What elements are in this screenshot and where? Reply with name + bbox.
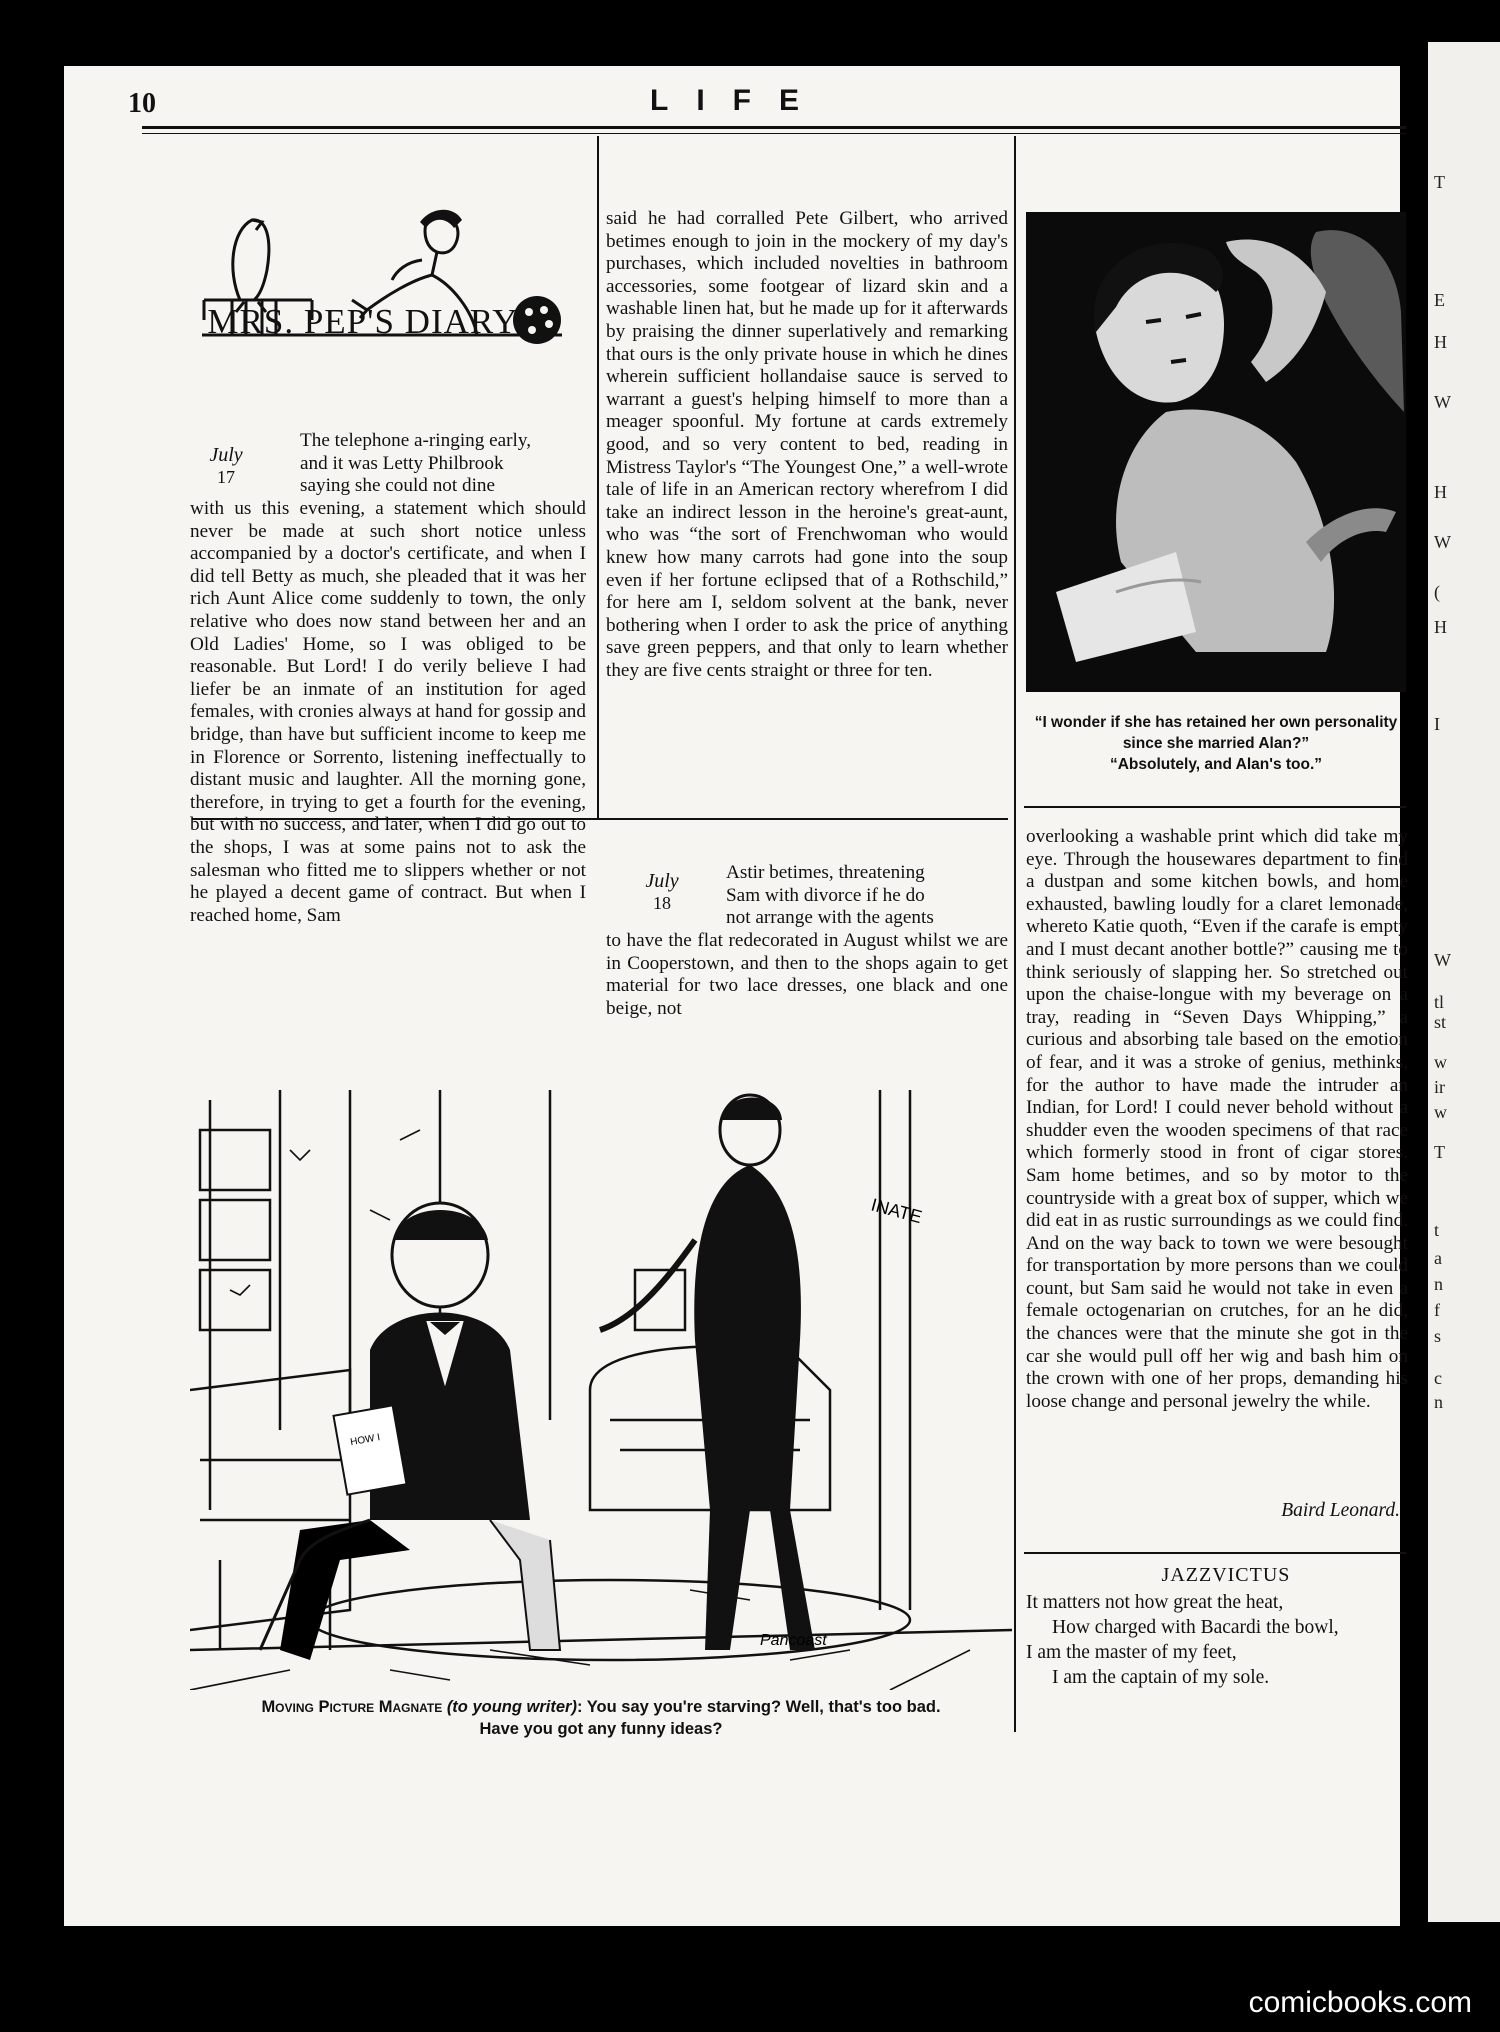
art-deco-caption <box>1022 712 1410 775</box>
edge-letter: H <box>1434 617 1447 637</box>
edge-letter: n <box>1434 1274 1443 1294</box>
entry2-indent <box>726 862 1008 930</box>
caption-speech: : You say you're starving? Well, that's too bad. <box>576 1698 941 1716</box>
article-title: MRS. PEP'S DIARY <box>207 302 519 341</box>
header-rule-thin <box>142 133 1406 134</box>
edge-letter: st <box>1434 1012 1447 1032</box>
section-rule <box>1024 1552 1406 1554</box>
caption-line <box>186 1696 1016 1718</box>
poem-title: JAZZVICTUS <box>1161 1564 1291 1586</box>
author-signature: Baird Leonard. <box>1281 1500 1400 1521</box>
edge-letter: W <box>1434 950 1451 970</box>
edge-letter: ir <box>1434 1077 1445 1097</box>
entry1-body: with us this evening, a statement which should never be made at such short notice unless accompanied by a doctor's certificate, and when I did tell Betty as much, she pleaded that it was her rich Aunt Alice come suddenly to town, the only relative who does now stand between her and an Old Ladies' Home, so I was obliged to be reasonable. But Lord! I do verily believe I had liefer be an inmate of an institution for aged females, with cronies always at hand for gossip and bridge, than have but sufficient income to keep me in Florence or Sorrento, listening ineffectually to distant music and laughter. All the morning gone, therefore, in trying to get a fourth for the evening, but with no success, and later, when I did go out to the shops, I was at some pains not to ask the salesman who fitted me to slippers whether or not he played a decent game of contract. But when I reached home, Sam <box>190 498 586 926</box>
edge-letter: tl <box>1434 992 1445 1012</box>
entry2-body: to have the flat redecorated in August whilst we are in Cooperstown, and then to the shops again to get material for two lace dresses, one black and one beige, not <box>606 930 1008 1019</box>
edge-letter: s <box>1434 1326 1442 1346</box>
edge-letter: T <box>1434 1142 1445 1162</box>
edge-letter: W <box>1434 532 1451 552</box>
header-rule <box>142 126 1406 129</box>
edge-letter: t <box>1434 1220 1440 1240</box>
caption-line: Have you got any funny ideas? <box>479 1720 723 1738</box>
text-line: and it was Letty Philbrook <box>300 452 504 474</box>
date-day: 18 <box>653 893 671 913</box>
edge-letter: ( <box>1434 582 1440 602</box>
poem-line: I am the master of my feet, <box>1026 1642 1237 1663</box>
bottom-cartoon-illustration <box>190 1090 1012 1690</box>
text-line: Astir betimes, threatening <box>726 862 925 883</box>
edge-letter: f <box>1434 1300 1440 1320</box>
poem-line: I am the captain of my sole. <box>1052 1667 1270 1688</box>
edge-letter: W <box>1434 392 1451 412</box>
masthead: LIFE <box>650 84 827 117</box>
page-number: 10 <box>128 88 156 119</box>
column-3-text: overlooking a washable print which did take my eye. Through the housewares department to find a dustpan and some kitchen bowls, and home exhausted, bawling loudly for a claret lemonade, whereto Katie quoth, “Even if the carafe is empty and I must decant another bottle?” causing me to think seriously of slapping her. So stretched out upon the chaise-longue with my beverage on a tray, reading in “Seven Days Whipping,” a curious and absorbing tale based on the emotion of fear, and it was a stroke of genius, methinks, for the author to have made the intruder an Indian, for Lord! I could never behold without a shudder even the wooden specimens of that race which formerly stood in front of cigar stores. Sam home betimes, and so by motor to the countryside with a great box of supper, which we did eat in as rustic surroundings as we could find. And on the way back to town we were besought for transportation by more persons than we could count, but Sam said he would not take in even a female octogenarian on crutches, for an he did, the chances were that the minute she got in the car she would pull off her wig and bash him on the crown with one of her props, demanding his loose change and personal jewelry the while. <box>1026 826 1408 1412</box>
edge-letter: T <box>1434 172 1445 192</box>
edge-letter: H <box>1434 482 1447 502</box>
edge-letter: c <box>1434 1368 1442 1388</box>
caption-direction: (to young writer) <box>446 1698 577 1716</box>
date-month: July <box>209 444 243 466</box>
edge-letter: n <box>1434 1392 1443 1412</box>
poem-line: It matters not how great the heat, <box>1026 1592 1284 1613</box>
column-rule <box>597 136 599 820</box>
next-page-edge <box>1428 42 1500 1922</box>
poem-line: How charged with Bacardi the bowl, <box>1052 1617 1339 1638</box>
text-line: saying she could not dine <box>300 475 496 497</box>
headpiece-illustration <box>192 200 584 370</box>
wall-sign: INATE <box>868 1194 925 1228</box>
date-day: 17 <box>217 467 235 487</box>
date-label-july-18 <box>632 870 692 914</box>
caption-speaker: Moving Picture Magnate <box>261 1698 443 1716</box>
section-rule <box>1024 806 1406 808</box>
date-month: July <box>645 870 679 892</box>
edge-letter: E <box>1434 290 1445 310</box>
art-deco-illustration <box>1026 212 1406 692</box>
column-rule <box>1014 136 1016 1732</box>
entry1-indent <box>300 430 585 498</box>
text-line: The telephone a-ringing early, <box>300 430 532 451</box>
paper-text: HOW I <box>349 1432 381 1449</box>
edge-letter: w <box>1434 1052 1447 1072</box>
edge-letter: I <box>1434 714 1440 734</box>
poem <box>1026 1590 1410 1690</box>
edge-letter: w <box>1434 1102 1447 1122</box>
text-line: Sam with divorce if he do <box>726 884 925 906</box>
caption-line: “I wonder if she has retained her own personality since she married Alan?” <box>1034 714 1398 752</box>
date-label-july-17 <box>196 444 256 488</box>
text-line: not arrange with the agents <box>726 907 934 929</box>
edge-letter: H <box>1434 332 1447 352</box>
caption-line: “Absolutely, and Alan's too.” <box>1109 756 1323 773</box>
artist-signature: Pancoast <box>760 1632 827 1649</box>
watermark: comicbooks.com <box>1248 1986 1472 2019</box>
column-2-text: said he had corralled Pete Gilbert, who arrived betimes enough to join in the mockery of my day's purchases, which included novelties in bathroom accessories, some footgear of lizard skin and a washable linen hat, but he made up for it afterwards by praising the dinner superlatively and remarking that ours is the only private house in which he dines wherein sufficient hollandaise sauce is served to warrant a guest's helping himself to more than a meager spoonful. My fortune at cards extremely good, and so very content to bed, reading in Mistress Taylor's “The Youngest One,” a well-wrote tale of life in an American rectory wherefrom I did take an indirect lesson in the heroine's great-aunt, who was “the sort of Frenchwoman who would knew how many carrots had gone into the soup even if her fortune eclipsed that of a Rothschild,” for here am I, seldom solvent at the bank, never bothering when I order to ask the price of anything save green peppers, and that only to learn whether they are five cents straight or three for ten. <box>606 208 1008 681</box>
edge-letter: a <box>1434 1248 1442 1268</box>
bottom-cartoon-caption <box>186 1696 1016 1740</box>
